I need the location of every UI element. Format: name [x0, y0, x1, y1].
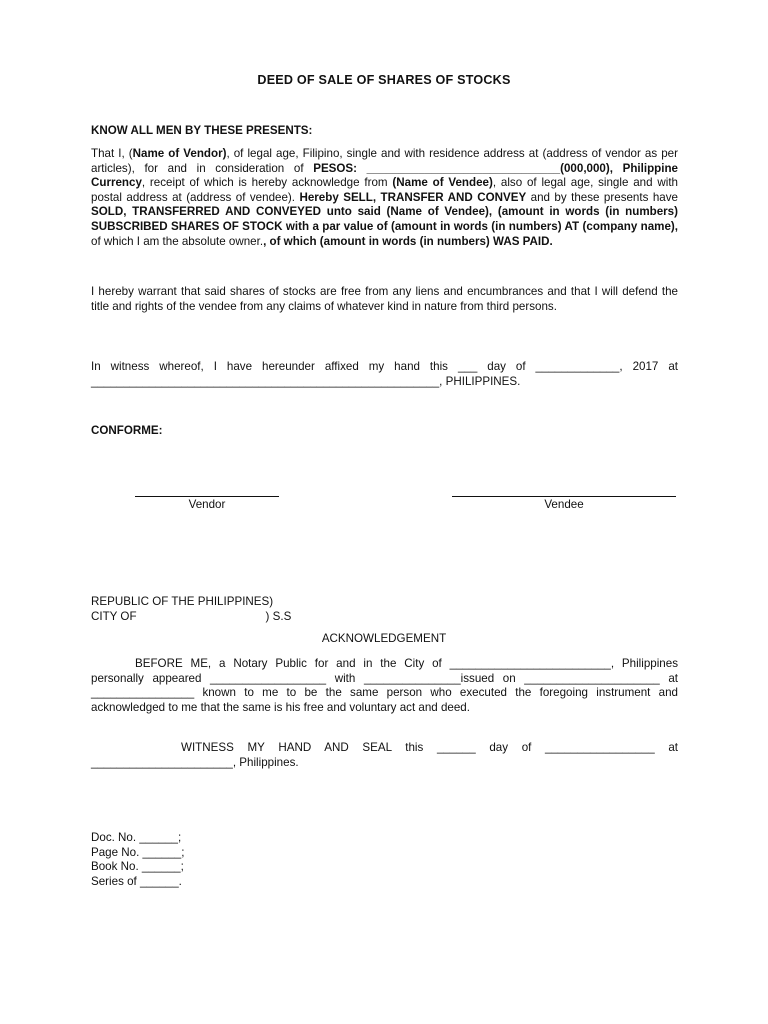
p1-text-6: of which I am the absolute owner. — [91, 234, 264, 248]
conforme-heading: CONFORME: — [91, 424, 163, 437]
opening-line: KNOW ALL MEN BY THESE PRESENTS: — [91, 124, 313, 137]
vendor-name-placeholder: Name of Vendor) — [132, 147, 227, 160]
vendor-signature-line — [135, 496, 279, 497]
paid-clause: , of which (amount in words (in numbers) WAS PAID. — [263, 234, 553, 248]
p1-text-3: , receipt of which is hereby acknowledge from — [141, 176, 393, 190]
doc-number: Doc. No. ______; — [91, 831, 182, 844]
p1-text-5: and by these presents have — [526, 190, 678, 204]
page-number: Page No. ______; — [91, 845, 185, 859]
acknowledgement-paragraph: BEFORE ME, a Notary Public for and in the City of _________________________, Philippines personally appeared __________________ with _______________issued on _____________________ at ________________ known to me to be the same person who executed the foregoing instrument and acknowledged to me that the same is his free and voluntary act and deed. — [91, 657, 678, 714]
venue-republic: REPUBLIC OF THE PHILIPPINES) — [91, 595, 274, 608]
vendee-label: Vendee — [544, 498, 584, 511]
series-number: Series of ______. — [91, 874, 182, 888]
sale-paragraph — [91, 147, 678, 249]
conveyed-clause: SOLD, TRANSFERRED AND CONVEYED unto said (Name of Vendee), (amount in words (in numbers) SUBSCRIBED SHARES OF STOCK with a par value of (amount in words (in numbers) AT (company name), — [91, 205, 678, 233]
acknowledgement-title: ACKNOWLEDGEMENT — [321, 632, 447, 645]
vendee-name-placeholder: (Name of Vendee) — [392, 176, 493, 190]
notary-register — [91, 831, 678, 889]
notary-witness-paragraph: WITNESS MY HAND AND SEAL this ______ day of _________________ at ______________________, Philippines. — [91, 741, 678, 769]
p1-text-2: , of legal age, Filipino, single and with residence address at (address of vendor as per articles), for and in consideration of — [91, 147, 678, 175]
document-title: DEED OF SALE OF SHARES OF STOCKS — [257, 73, 511, 87]
vendor-label: Vendor — [188, 498, 226, 511]
venue-ss: ) S.S — [265, 609, 292, 623]
venue-block — [91, 595, 678, 624]
consideration-amount: PESOS: ______________________________(000,000), Philippine Currency — [91, 161, 679, 190]
venue-city-label: CITY OF — [91, 609, 137, 623]
p1-text-4: , also of legal age, single and with postal address at (address of vendee). — [91, 176, 678, 204]
vendor-signature-block — [135, 496, 279, 513]
venue-city-row — [91, 610, 678, 625]
p1-text-1: That I, ( — [91, 147, 133, 160]
witness-paragraph: In witness whereof, I have hereunder affixed my hand this ___ day of _____________, 2017 at ______________________________________________________, PHILIPPINES. — [91, 360, 678, 388]
sell-clause: Hereby SELL, TRANSFER AND CONVEY — [299, 190, 527, 204]
vendee-signature-block — [452, 496, 676, 513]
book-number: Book No. ______; — [91, 860, 184, 874]
warranty-paragraph: I hereby warrant that said shares of stocks are free from any liens and encumbrances and that I will defend the title and rights of the vendee from any claims of whatever kind in nature from third persons. — [91, 285, 678, 313]
vendee-signature-line — [452, 496, 676, 497]
